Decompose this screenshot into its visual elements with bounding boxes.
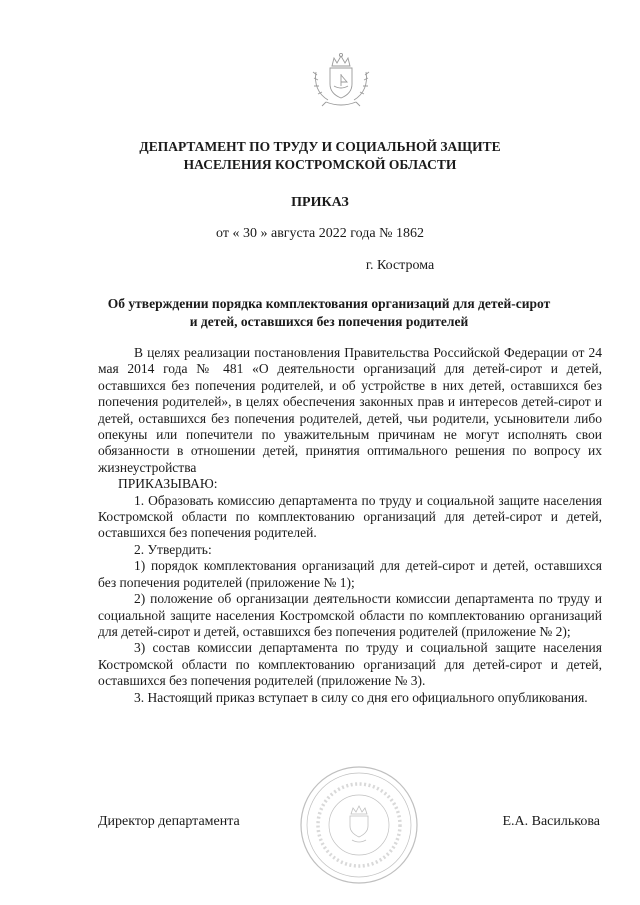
subject-line-2: и детей, оставшихся без попечения родителей — [189, 314, 469, 329]
document-type: ПРИКАЗ — [291, 195, 349, 210]
signature-position: Директор департамента — [98, 814, 240, 829]
subject-title — [18, 295, 640, 331]
subject-line-1: Об утверждении порядка комплектования организаций для детей-сирот — [107, 296, 551, 311]
department-heading — [0, 138, 640, 174]
document-body — [98, 345, 602, 706]
official-seal-icon — [296, 762, 422, 888]
department-line-2: НАСЕЛЕНИЯ КОСТРОМСКОЙ ОБЛАСТИ — [183, 157, 457, 172]
item-3: 3. Настоящий приказ вступает в силу со дня его официального опубликования. — [134, 689, 588, 705]
item-2-1: 1) порядок комплектования организаций для детей-сирот и детей, оставшихся без попечения родителей (приложение № 1); — [98, 558, 602, 590]
item-2: 2. Утвердить: — [134, 541, 212, 557]
order-word: ПРИКАЗЫВАЮ: — [118, 476, 218, 492]
item-2-3: 3) состав комиссии департамента по труду и социальной защите населения Костромской области по комплектованию организаций для детей-сирот и детей, оставшихся без попечения родителей (приложение № 3). — [98, 640, 602, 689]
preamble-paragraph: В целях реализации постановления Правительства Российской Федерации от 24 мая 2014 года № 481 «О деятельности организаций для детей-сирот и детей, оставшихся без попечения родителей, и об устройстве в них детей, оставшихся без попечения родителей», в целях обеспечения законных прав и интересов детей-сирот и детей, оставшихся без попечения родителей, детей, чьи родители, усыновители либо опекуны или попечители по уважительным причинам не могут исполнять свои обязанности в отношении детей, принятия оптимального решения по вопросу их жизнеустройства — [98, 345, 602, 475]
department-line-1: ДЕПАРТАМЕНТ ПО ТРУДУ И СОЦИАЛЬНОЙ ЗАЩИТЕ — [139, 139, 501, 154]
coat-of-arms-icon — [304, 50, 378, 112]
item-2-2: 2) положение об организации деятельности комиссии департамента по труду и социальной защите населения Костромской области по комплектованию организаций для детей-сирот и детей, оставшихся без попечения родителей (приложение № 2); — [98, 591, 602, 639]
date-number-line: от « 30 » августа 2022 года № 1862 — [216, 226, 424, 241]
item-1: 1. Образовать комиссию департамента по труду и социальной защите населения Костромской области по комплектованию организаций для детей-сирот и детей, оставшихся без попечения родителей. — [98, 492, 602, 541]
signature-name: Е.А. Василькова — [502, 814, 600, 829]
city: г. Кострома — [365, 258, 435, 273]
